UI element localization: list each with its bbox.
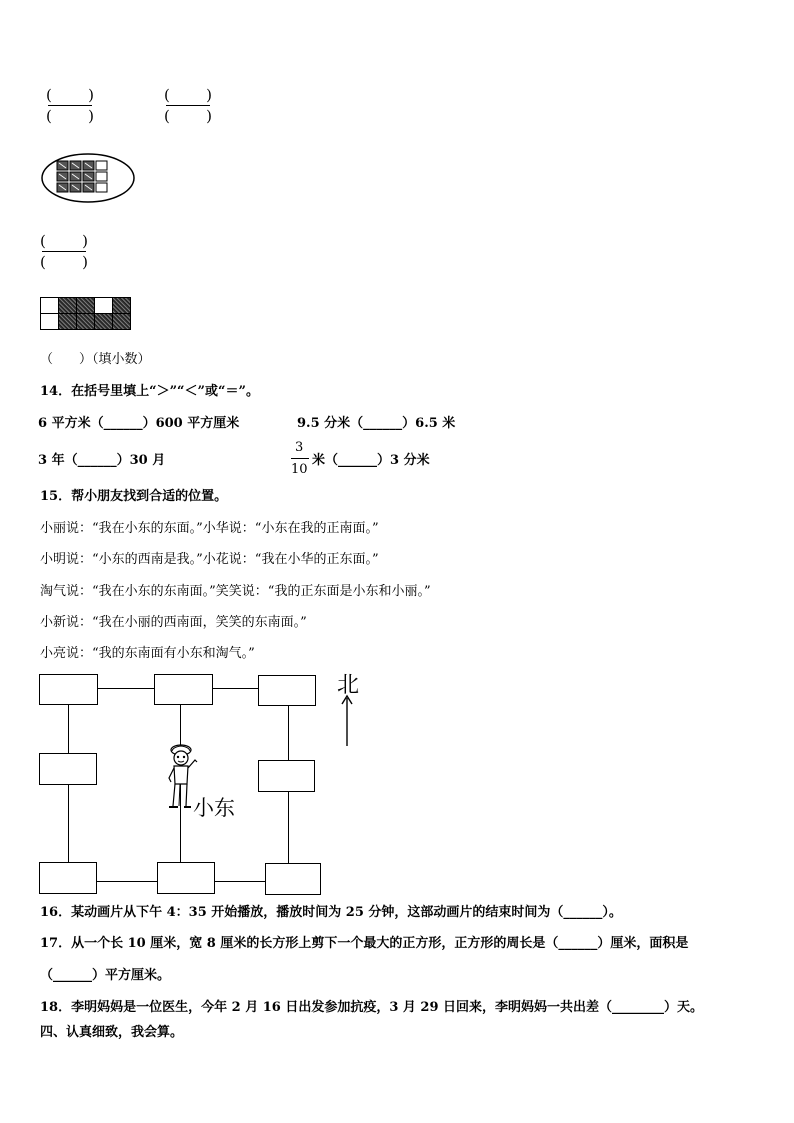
connector — [215, 881, 265, 882]
section-4-title: 四、认真细致，我会算。 — [40, 1025, 184, 1040]
q14-item-4-right: ）3 分米 — [377, 453, 430, 468]
position-map — [0, 668, 794, 898]
q16-text: 16．某动画片从下午 4：35 开始播放，播放时间为 25 分钟，这部动画片的结束时间为（______）。 — [40, 905, 622, 920]
fraction-bar — [42, 251, 86, 252]
q14-item-4 — [312, 453, 430, 469]
position-box[interactable] — [157, 862, 215, 894]
paren-close: ) — [82, 232, 88, 250]
q14-item-3-blank[interactable]: ______ — [77, 453, 117, 468]
oval-grid-figure — [40, 152, 136, 204]
position-box[interactable] — [258, 675, 316, 706]
position-box[interactable] — [265, 863, 321, 895]
q14-item-4-left: 米（ — [312, 453, 339, 468]
fraction-bar — [48, 105, 92, 106]
paren-close: ) — [82, 253, 88, 271]
connector — [288, 704, 289, 761]
paren-open: ( — [46, 107, 52, 125]
paren-open: ( — [46, 86, 52, 104]
fraction-numerator: 3 — [295, 440, 304, 455]
position-box[interactable] — [154, 674, 213, 705]
q14-title: 14．在括号里填上“＞”“＜”或“＝”。 — [40, 384, 259, 399]
q15-line-2: 小明说：“小东的西南是我。”小花说：“我在小华的正东面。” — [40, 552, 379, 567]
q14-item-4-fraction — [290, 440, 310, 480]
q15-line-3: 淘气说：“我在小东的东南面。”笑笑说：“我的正东面是小东和小丽。” — [40, 584, 431, 599]
paren-open: ( — [40, 232, 46, 250]
decimal-shaded-grid — [40, 297, 134, 331]
q15-line-5: 小亮说：“我的东南面有小东和淘气。” — [40, 646, 255, 661]
q14-item-3-right: ）30 月 — [116, 453, 166, 468]
q14-item-3 — [38, 453, 165, 469]
q14-item-2-left: 9.5 分米（ — [297, 416, 364, 431]
fraction-blank-2[interactable] — [164, 86, 212, 126]
q17-line-1: 17．从一个长 10 厘米，宽 8 厘米的长方形上剪下一个最大的正方形，正方形的周长是（______）厘米，面积是 — [40, 936, 689, 951]
position-box[interactable] — [258, 760, 315, 792]
paren-close: ) — [88, 107, 94, 125]
fraction-blank-1[interactable] — [46, 86, 94, 126]
q15-title: 15．帮小朋友找到合适的位置。 — [40, 489, 228, 504]
q17-line-2: （______）平方厘米。 — [40, 968, 171, 983]
q14-item-1-left: 6 平方米（ — [38, 416, 104, 431]
paren-close: ) — [206, 86, 212, 104]
paren-open: ( — [40, 253, 46, 271]
q15-line-4: 小新说：“我在小丽的西南面，笑笑的东南面。” — [40, 615, 307, 630]
paren-close: ) — [88, 86, 94, 104]
q14-item-2-right: ）6.5 米 — [402, 416, 456, 431]
fraction-bar — [166, 105, 210, 106]
q14-item-1 — [38, 416, 239, 432]
fraction-blank-3[interactable] — [40, 232, 88, 272]
q14-item-1-blank[interactable]: ______ — [103, 416, 143, 431]
q14-item-2 — [297, 416, 455, 432]
paren-close: ) — [206, 107, 212, 125]
connector — [212, 688, 258, 689]
position-box[interactable] — [39, 862, 97, 894]
connector — [68, 704, 69, 754]
decimal-answer-prompt[interactable]: （ ）（填小数） — [40, 352, 151, 367]
fraction-denominator: 10 — [291, 462, 308, 477]
north-label: 北 — [337, 673, 360, 698]
connector — [97, 688, 154, 689]
paren-open: ( — [164, 107, 170, 125]
q18-text: 18．李明妈妈是一位医生，今年 2 月 16 日出发参加抗疫，3 月 29 日回来，李明妈妈一共出差（________）天。 — [40, 1000, 704, 1015]
q14-item-2-blank[interactable]: ______ — [363, 416, 403, 431]
q14-item-1-right: ）600 平方厘米 — [142, 416, 240, 431]
connector — [97, 881, 157, 882]
connector — [288, 792, 289, 864]
q14-item-3-left: 3 年（ — [38, 453, 78, 468]
position-box[interactable] — [39, 674, 98, 705]
connector — [68, 785, 69, 862]
paren-open: ( — [164, 86, 170, 104]
north-arrow-icon — [340, 694, 354, 748]
fraction-bar — [291, 458, 309, 459]
person-label: 小东 — [193, 796, 235, 820]
q14-item-4-blank[interactable]: ______ — [338, 453, 378, 468]
q15-line-1: 小丽说：“我在小东的东面。”小华说：“小东在我的正南面。” — [40, 521, 379, 536]
position-box[interactable] — [39, 753, 97, 785]
